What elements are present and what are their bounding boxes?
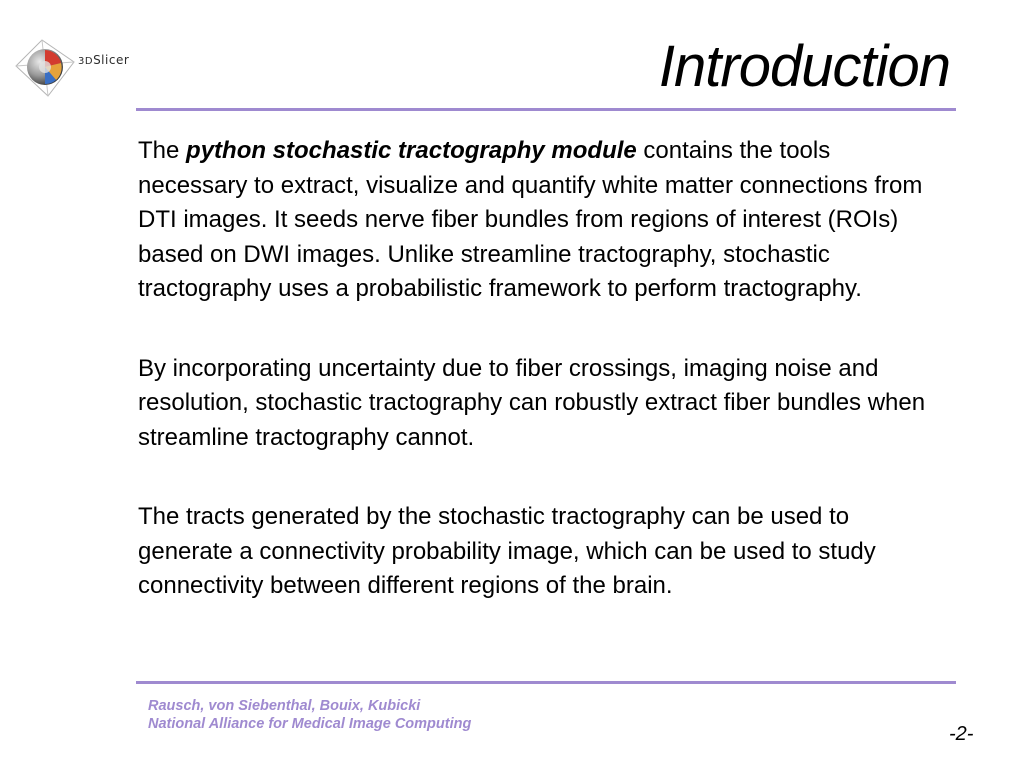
paragraph-connectivity: The tracts generated by the stochastic tractography can be used to generate a connectivity probability image, which can be used to study connectivity between different regions of the brain. — [138, 503, 876, 599]
slicer-logo-icon — [12, 36, 78, 100]
module-name-emphasis: python stochastic tractography module — [186, 137, 637, 164]
title-divider — [136, 108, 956, 111]
logo-wordmark: 3DSlicer — [78, 53, 130, 67]
slide-body — [138, 134, 928, 649]
slicer-logo — [12, 36, 142, 100]
paragraph-uncertainty: By incorporating uncertainty due to fiber crossings, imaging noise and resolution, stochastic tractography can robustly extract fiber bundles when streamline tractography cannot. — [138, 354, 926, 451]
paragraph-intro: The python stochastic tractography module contains the tools necessary to extract, visualize and quantify white matter connections from DTI images. It seeds nerve fiber bundles from regions of interest (ROIs) based on DWI images. Unlike streamline tractography, stochastic tractography uses a probabilistic framework to perform tractography. — [138, 137, 923, 302]
slide-title: Introduction — [658, 34, 950, 99]
page-number: -2- — [949, 723, 974, 745]
footer-authors: Rausch, von Siebenthal, Bouix, Kubicki — [148, 698, 421, 714]
footer-organization: National Alliance for Medical Image Computing — [148, 716, 472, 732]
slide-footer — [148, 697, 471, 733]
footer-divider — [136, 681, 956, 684]
